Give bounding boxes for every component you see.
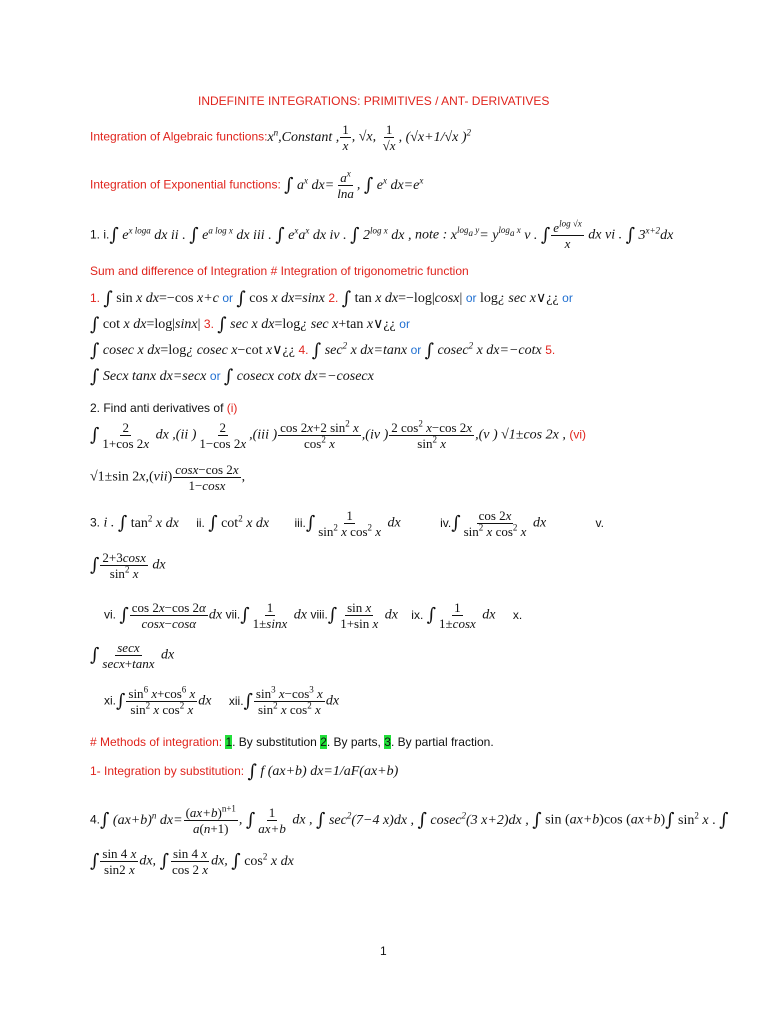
q3-line-2: ∫ $\frac{2+3\cos x}{\sin^2 x}$ dx	[90, 550, 166, 581]
substitution-label: 1- Integration by substitution:	[90, 764, 245, 778]
page-number: 1	[380, 944, 387, 958]
q4-line-2: ∫ $\frac{\sin 4 x}{\sin 2 x}$ dx, ∫ $\frac{\sin 4 x}{\cos 2 x}$ dx, ∫ $\cos^2 x$ dx	[90, 846, 294, 877]
highlight-3: 3	[384, 735, 391, 749]
sum-diff-heading: Sum and difference of Integration # Integration of trigonometric function	[90, 264, 469, 278]
trig-line-3: ∫ cosec x dx=log¿ cosec x−cot x∨¿¿ 4. ∫ $\sec^2 x$ dx=tanx or ∫ cosec$^2$ x dx=−cotx 5.	[90, 340, 556, 361]
highlight-1: 1	[225, 735, 233, 749]
q3-line-5: xi.∫ $\frac{\sin^6 x+\cos^6 x}{\sin^2 x \cos^2 x}$ dx xii.∫ $\frac{\sin^3 x-\cos^3 x}{\sin^2 x \cos^2 x}$ dx	[104, 684, 340, 717]
algebraic-label: Integration of Algebraic functions:	[90, 129, 268, 144]
page-title: INDEFINITE INTEGRATIONS: PRIMITIVES / ANT- DERIVATIVES	[198, 94, 550, 108]
q2-math-2: √1±sin 2x,(vii) $\frac{\cos x-\cos 2x}{1-\cos x}$ ,	[90, 462, 246, 493]
exponential-label: Integration of Exponential functions:	[90, 177, 281, 192]
trig-line-1: 1. ∫ sin x dx=−cos x+c or ∫ cos x dx=sinx 2. ∫ tan x dx=−log|cosx| or log¿ sec x∨¿¿ or	[90, 288, 573, 309]
algebraic-line: Integration of Algebraic $functions:x^n,Constant$ , $\frac{1}{x}$ , √x, $\frac{1}{√x}$ , (√x+1/√x )$^2$	[90, 122, 472, 153]
list1-number: 1. i.	[90, 227, 110, 242]
trig-line-4: ∫ Secx tanx dx=secx or ∫ cosecx cotx dx=−cosecx	[90, 366, 374, 387]
substitution-line: 1- Integration by substitution: ∫ f (ax+b) dx=1/aF(ax+b)	[90, 761, 399, 782]
q2-label: 2. Find anti derivatives of	[90, 401, 224, 415]
q3-line-3: vi. ∫ $\frac{\cos 2x-\cos 2\alpha}{\cos x-\cos\alpha}$ dx vii.∫ $\frac{1}{1\pm\sin x}$ dx viii.∫ $\frac{\text{sin x}}{\text{1+sin x}}$ dx ix. ∫ $\frac{1}{1\pm\cos x}$ dx x.	[104, 600, 523, 631]
exponential-line: Integration of Exponential functions: ∫ $a^x$ dx= $\frac{a^x}{\ln a}$ , ∫ $e^x$ $dx=e^x$	[90, 168, 424, 201]
exponential-list: 1. i.∫ $e^{x loga}$ dx ii . ∫ $e^{a log x}$ dx iii . ∫ $e^xa^x$ dx iv . ∫ $2^{log x}$ dx , note : $x^{log_a y}= y^{log_a x}$ v . ∫ $\frac{e^{log √x}}{x}$ dx vi . ∫ $3^{x+2}dx$	[90, 218, 674, 251]
q2-math-1: ∫ $\frac{2}{1+\cos 2x}$ dx ,(ii ) $\frac{2}{1-\cos 2x}$ ,(iii ) $\frac{\cos 2x+2 \sin^2 x}{\cos^2 x}$ ,(iv ) $\frac{2 \cos^2 x-\cos 2x}{\sin^2 x}$ ,(v ) √1±cos 2x , (vi)	[90, 418, 587, 451]
highlight-2: 2	[320, 735, 327, 749]
q4-line-1: 4.∫ $(ax+b)^n$ dx= $\frac{(ax+b)^{n+1}}{a(n+1)}$ , ∫ $\frac{1}{ax+b}$ dx , ∫ $\sec^2(7-4$ x)dx , ∫ cosec$^2$(3 x+2)dx , ∫ sin (ax+b)cos (ax+b)∫ $\sin^2 x$ . ∫	[90, 803, 729, 836]
note-label: note :	[415, 227, 448, 243]
q3-line-1: 3. i . ∫ $\tan^2 x$ dx ii. ∫ $\cot^2 x$ dx iii.∫ $\frac{1}{\sin^2 x \cos^2 x}$ dx iv.∫ $\frac{\cos 2x}{\sin^2 x \cos^2 x}$ dx v.	[90, 508, 604, 539]
trig-line-2: ∫ cot x dx=log|sinx| 3. ∫ sec x dx=log¿ sec x+tan x∨¿¿ or	[90, 314, 410, 335]
q2-line: 2. Find anti derivatives of (i)	[90, 401, 238, 415]
methods-line: # Methods of integration: 1. By substitution 2. By parts, 3. By partial fraction.	[90, 735, 494, 749]
q3-line-4: ∫ secx secx+tanx dx	[90, 640, 175, 671]
